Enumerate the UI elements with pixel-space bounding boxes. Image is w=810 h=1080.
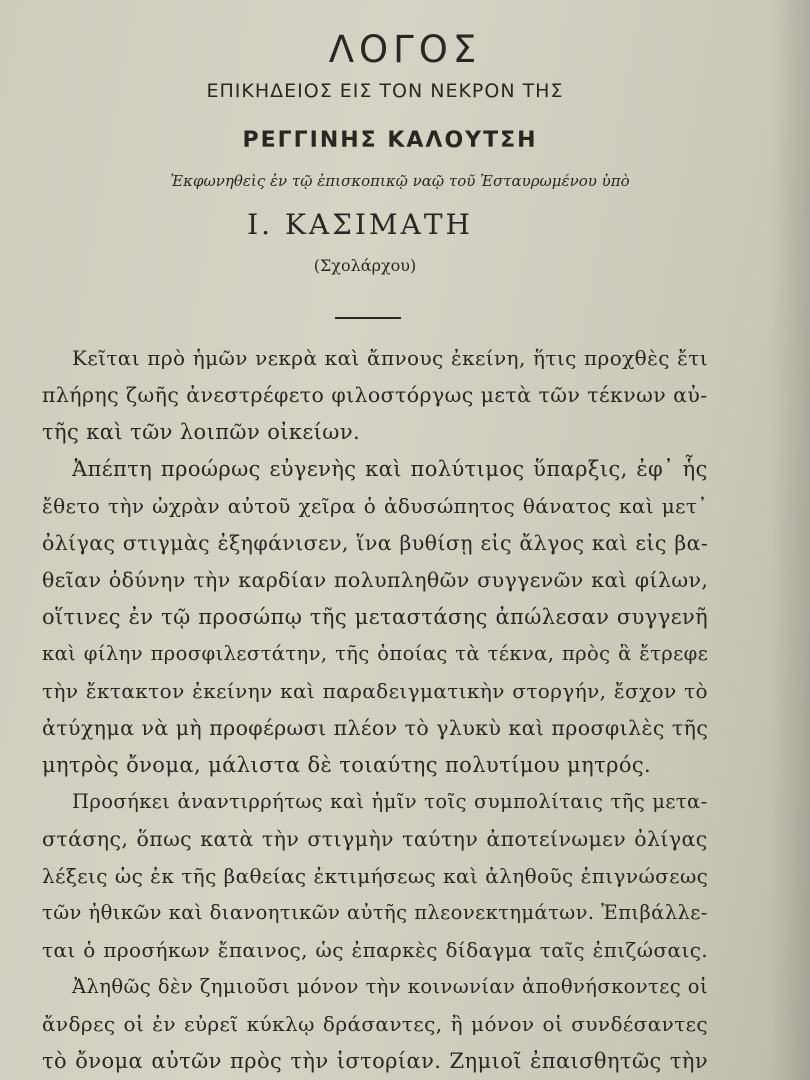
body-line: Προσήκει ἀναντιρρήτως καὶ ἡμῖν τοῖς συμπολίταις τῆς μετα- xyxy=(72,790,708,813)
page-edge-shadow xyxy=(770,0,810,1080)
body-line: μητρὸς ὄνομα, μάλιστα δὲ τοιαύτης πολυτίμου μητρός. xyxy=(42,753,652,777)
body-line: οἵτινες ἐν τῷ προσώπῳ τῆς μεταστάσης ἀπώλεσαν συγγενῆ xyxy=(42,605,709,629)
body-line: λέξεις ὡς ἐκ τῆς βαθείας ἐκτιμήσεως καὶ ἀληθοῦς ἐπιγνώσεως xyxy=(42,864,709,888)
body-line: τῆς καὶ τῶν λοιπῶν οἰκείων. xyxy=(42,420,361,444)
body-line: Ἀληθῶς δὲν ζημιοῦσι μόνον τὴν κοινωνίαν ἀποθνήσκοντες οἱ xyxy=(72,975,708,998)
body-line: Ἀπέπτη προώρως εὐγενὴς καὶ πολύτιμος ὕπαρξις, ἐφ᾽ ἧς xyxy=(72,457,708,481)
delivery-note: Ἐκφωνηθεὶς ἐν τῷ ἐπισκοπικῷ ναῷ τοῦ Ἐσταυρωμένου ὑπὸ xyxy=(170,172,630,190)
document-subtitle: ΕΠΙΚΗΔΕΙΟΣ ΕΙΣ ΤΟΝ ΝΕΚΡΟΝ ΤΗΣ xyxy=(206,80,564,102)
section-divider xyxy=(335,317,401,319)
body-line: ὀλίγας στιγμὰς ἐξηφάνισεν, ἵνα βυθίσῃ εἰς ἄλγος καὶ εἰς βα- xyxy=(42,531,709,555)
body-line: Κεῖται πρὸ ἡμῶν νεκρὰ καὶ ἄπνους ἐκείνη, ἥτις προχθὲς ἔτι xyxy=(72,346,709,370)
body-line: τὸ ὄνομα αὐτῶν πρὸς τὴν ἱστορίαν. Ζημιοῖ ἐπαισθητῶς τὴν xyxy=(42,1049,708,1073)
body-line: ται ὁ προσήκων ἔπαινος, ὡς ἐπαρκὲς δίδαγμα ταῖς ἐπιζώσαις. xyxy=(42,938,709,962)
body-line: ἄνδρες οἱ ἐν εὐρεῖ κύκλῳ δράσαντες, ἢ μόνον οἱ συνδέσαντες xyxy=(42,1012,709,1036)
body-line: καὶ φίλην προσφιλεστάτην, τῆς ὁποίας τὰ τέκνα, πρὸς ἃ ἔτρεφε xyxy=(42,642,709,665)
body-line: ἀτύχημα νὰ μὴ προφέρωσι πλέον τὸ γλυκὺ καὶ προσφιλὲς τῆς xyxy=(42,716,709,740)
author-role: (Σχολάρχου) xyxy=(313,256,417,275)
body-line: τῶν ἠθικῶν καὶ διανοητικῶν αὐτῆς πλεονεκτημάτων. Ἐπιβάλλε- xyxy=(42,901,708,924)
body-line: πλήρης ζωῆς ἀνεστρέφετο φιλοστόργως μετὰ τῶν τέκνων αὐ- xyxy=(42,383,708,407)
document-title: ΛΟΓΟΣ xyxy=(328,28,482,71)
body-line: ἔθετο τὴν ὠχρὰν αὐτοῦ χεῖρα ὁ ἀδυσώπητος θάνατος καὶ μετ᾽ xyxy=(42,494,708,518)
body-line: στάσης, ὅπως κατὰ τὴν στιγμὴν ταύτην ἀποτείνωμεν ὀλίγας xyxy=(42,827,708,851)
body-line: θεῖαν ὀδύνην τὴν καρδίαν πολυπληθῶν συγγενῶν καὶ φίλων, xyxy=(42,568,709,592)
body-line: τὴν ἔκτακτον ἐκείνην καὶ παραδειγματικὴν στοργήν, ἔσχον τὸ xyxy=(42,679,708,703)
deceased-name: ΡΕΓΓΙΝΗΣ ΚΑΛΟΥΤΣΗ xyxy=(242,128,538,153)
author-name: Ι. ΚΑΣΙΜΑΤΗ xyxy=(247,208,473,241)
